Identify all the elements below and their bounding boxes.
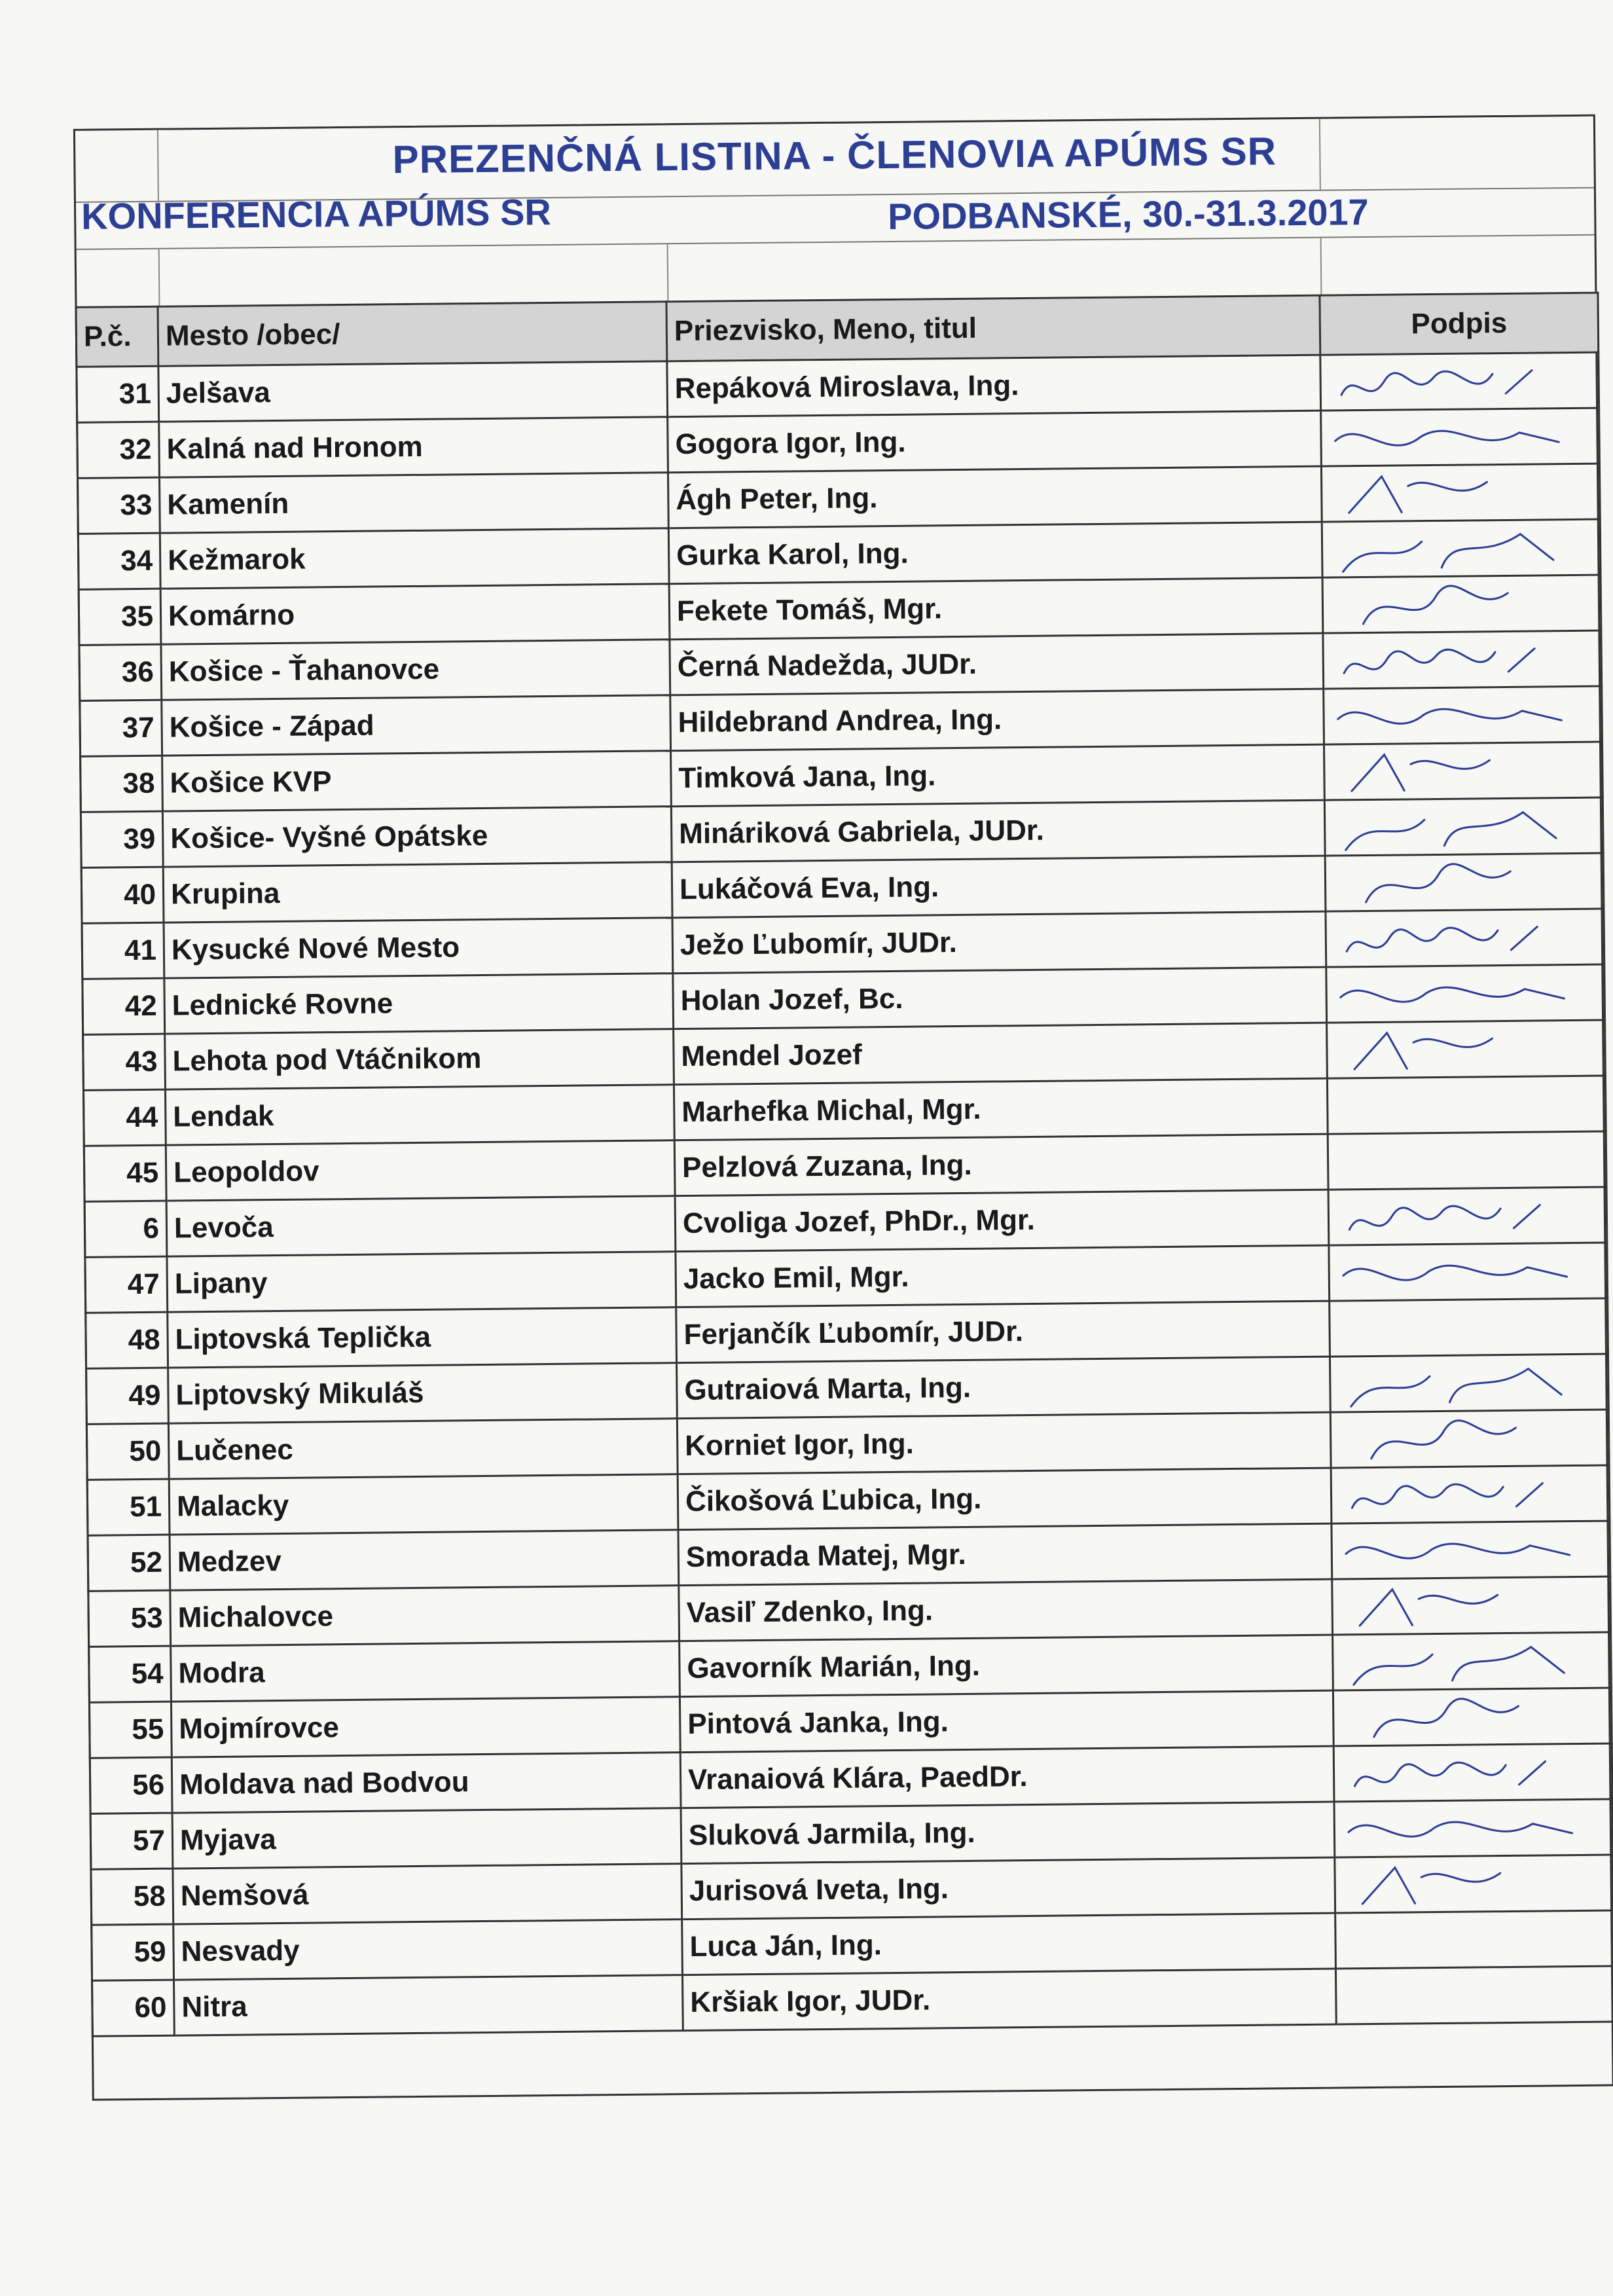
row-signature	[1332, 1521, 1610, 1579]
row-number: 39	[81, 811, 163, 867]
row-number: 34	[78, 533, 160, 589]
header-frame	[73, 115, 1613, 2101]
row-signature	[1333, 1688, 1612, 1746]
signature-stroke	[1343, 534, 1553, 572]
row-signature	[1321, 408, 1600, 466]
row-town: Malacky	[169, 1474, 678, 1535]
row-town: Košice- Vyšné Opátske	[162, 807, 672, 867]
row-town: Nemšová	[173, 1864, 682, 1924]
row-name: Smorada Matej, Mgr.	[678, 1523, 1332, 1586]
row-town: Košice - Západ	[162, 695, 671, 756]
signature-stroke	[1341, 986, 1565, 1002]
row-name: Cvoliga Jozef, PhDr., Mgr.	[675, 1190, 1329, 1252]
handwritten-signature	[1332, 1522, 1609, 1578]
row-signature	[1321, 464, 1600, 522]
signature-stroke	[1335, 429, 1559, 446]
handwritten-signature	[1324, 576, 1601, 632]
signature-stroke	[1362, 1867, 1501, 1904]
handwritten-signature	[1332, 1467, 1609, 1523]
row-town: Lehota pod Vtáčnikom	[165, 1029, 674, 1089]
row-number: 51	[87, 1479, 170, 1535]
row-signature	[1324, 742, 1603, 800]
row-name: Mináriková Gabriela, JUDr.	[671, 800, 1325, 862]
signature-stroke	[1349, 1205, 1540, 1230]
row-number: 55	[89, 1702, 172, 1758]
signature-stroke	[1353, 1647, 1564, 1685]
row-name: Ágh Peter, Ing.	[668, 466, 1322, 528]
row-name: Marhefka Michal, Mgr.	[674, 1078, 1328, 1140]
row-name: Holan Jozef, Bc.	[673, 967, 1327, 1029]
row-signature	[1332, 1576, 1611, 1635]
signature-stroke	[1349, 475, 1487, 513]
row-signature	[1322, 519, 1601, 577]
signature-stroke	[1351, 754, 1490, 791]
signature-stroke	[1366, 864, 1511, 902]
row-town: Jelšava	[158, 361, 668, 422]
row-signature	[1327, 1076, 1606, 1134]
row-number: 60	[92, 1980, 175, 2036]
row-number: 57	[90, 1813, 173, 1869]
row-number: 42	[82, 978, 165, 1034]
row-town: Myjava	[172, 1808, 681, 1868]
handwritten-signature	[1326, 799, 1603, 855]
row-signature	[1333, 1632, 1612, 1690]
signature-stroke	[1341, 371, 1532, 395]
row-number: 31	[77, 366, 159, 422]
row-town: Liptovská Teplička	[168, 1307, 677, 1368]
header-divider	[667, 243, 669, 301]
row-town: Lipany	[167, 1252, 676, 1312]
row-signature	[1323, 630, 1602, 689]
header-divider	[77, 234, 1595, 250]
row-number: 33	[78, 477, 160, 534]
handwritten-signature	[1330, 1188, 1606, 1245]
row-town: Mojmírovce	[171, 1697, 680, 1757]
row-signature	[1328, 1187, 1607, 1245]
row-number: 54	[89, 1646, 172, 1702]
row-town: Krupina	[163, 862, 672, 922]
row-number: 32	[77, 422, 160, 478]
row-town: Kamenín	[160, 473, 669, 533]
row-name: Sluková Jarmila, Ing.	[681, 1802, 1335, 1864]
signature-stroke	[1343, 1264, 1567, 1281]
row-name: Fekete Tomáš, Mgr.	[669, 577, 1323, 640]
row-name: Ferjančík Ľubomír, JUDr.	[676, 1301, 1330, 1363]
conference-name: KONFERENCIA APÚMS SR	[81, 191, 552, 237]
signature-stroke	[1354, 1032, 1493, 1069]
row-number: 37	[80, 700, 162, 756]
signature-stroke	[1354, 1761, 1546, 1786]
header-number: P.č.	[76, 306, 158, 367]
header-divider	[1320, 237, 1322, 295]
row-signature	[1324, 797, 1603, 856]
handwritten-signature	[1334, 1689, 1611, 1745]
handwritten-signature	[1321, 354, 1598, 410]
handwritten-signature	[1332, 1411, 1608, 1467]
signature-stroke	[1363, 585, 1508, 624]
row-number: 41	[82, 922, 164, 979]
row-number: 40	[81, 867, 164, 923]
row-number: 58	[91, 1868, 173, 1925]
row-town: Levoča	[166, 1196, 676, 1256]
signature-stroke	[1350, 1368, 1561, 1406]
row-town: Michalovce	[170, 1586, 680, 1646]
row-town: Košice - Ťahanovce	[161, 640, 670, 700]
row-name: Gutraiová Marta, Ing.	[677, 1357, 1331, 1419]
row-signature	[1322, 575, 1601, 633]
row-signature	[1335, 1855, 1613, 1913]
row-town: Liptovský Mikuláš	[168, 1363, 678, 1423]
row-town: Nitra	[174, 1975, 683, 2035]
row-town: Modra	[171, 1641, 680, 1702]
handwritten-signature	[1324, 687, 1601, 744]
row-name: Vranaiová Klára, PaedDr.	[680, 1746, 1334, 1808]
row-number: 43	[83, 1034, 166, 1090]
signature-stroke	[1347, 927, 1538, 952]
handwritten-signature	[1328, 1021, 1604, 1078]
row-signature	[1329, 1243, 1608, 1301]
header-signature: Podpis	[1320, 293, 1599, 355]
row-town: Leopoldov	[166, 1140, 675, 1201]
row-signature	[1330, 1354, 1608, 1412]
attendance-table	[75, 292, 1613, 2037]
row-signature	[1326, 909, 1604, 967]
row-name: Gurka Karol, Ing.	[668, 522, 1322, 584]
row-number: 49	[86, 1368, 169, 1424]
row-name: Jurisová Iveta, Ing.	[681, 1857, 1335, 1920]
handwritten-signature	[1335, 1855, 1612, 1912]
row-signature	[1328, 1131, 1606, 1190]
row-name: Luca Ján, Ing.	[682, 1913, 1336, 1975]
row-name: Timková Jana, Ing.	[671, 744, 1325, 807]
row-signature	[1324, 686, 1603, 744]
handwritten-signature	[1333, 1633, 1610, 1690]
row-name: Repáková Miroslava, Ing.	[667, 355, 1321, 417]
row-number: 6	[84, 1201, 167, 1257]
row-signature	[1330, 1298, 1608, 1357]
header-name: Priezvisko, Meno, titul	[666, 295, 1320, 361]
row-number: 56	[90, 1757, 172, 1813]
row-number: 45	[84, 1145, 166, 1201]
row-number: 38	[81, 756, 163, 812]
row-signature	[1330, 1410, 1609, 1468]
row-number: 44	[83, 1089, 166, 1146]
row-number: 53	[88, 1590, 171, 1647]
row-town: Nesvady	[173, 1920, 683, 1980]
row-name: Kršiak Igor, JUDr.	[683, 1969, 1337, 2031]
row-town: Kalná nad Hronom	[159, 417, 668, 477]
handwritten-signature	[1333, 1578, 1610, 1634]
row-town: Kysucké Nové Mesto	[164, 918, 673, 978]
row-signature	[1320, 352, 1599, 410]
signature-stroke	[1360, 1588, 1498, 1626]
row-name: Jacko Emil, Mgr.	[676, 1245, 1330, 1307]
row-name: Lukáčová Eva, Ing.	[672, 856, 1326, 918]
venue-date: PODBANSKÉ, 30.-31.3.2017	[887, 191, 1369, 237]
handwritten-signature	[1326, 910, 1603, 966]
row-name: Čikošová Ľubica, Ing.	[678, 1468, 1332, 1530]
row-number: 52	[88, 1535, 170, 1591]
row-signature	[1335, 1966, 1613, 2024]
row-signature	[1326, 964, 1605, 1023]
signature-stroke	[1371, 1420, 1516, 1459]
row-number: 47	[85, 1256, 168, 1313]
row-signature	[1333, 1743, 1612, 1802]
row-town: Lučenec	[168, 1419, 678, 1479]
row-town: Košice KVP	[162, 751, 672, 811]
row-signature	[1334, 1799, 1613, 1857]
signature-stroke	[1345, 812, 1556, 850]
row-signature	[1325, 853, 1604, 911]
signature-stroke	[1373, 1698, 1519, 1737]
row-town: Lednické Rovne	[164, 974, 674, 1034]
row-name: Hildebrand Andrea, Ing.	[670, 689, 1324, 751]
handwritten-signature	[1330, 1244, 1606, 1300]
handwritten-signature	[1325, 743, 1602, 799]
row-name: Vasiľ Zdenko, Ing.	[679, 1579, 1333, 1641]
row-name: Gogora Igor, Ing.	[668, 410, 1322, 473]
signature-stroke	[1349, 1821, 1572, 1837]
row-number: 59	[92, 1924, 174, 1980]
row-number: 48	[86, 1312, 168, 1368]
row-name: Ježo Ľubomír, JUDr.	[672, 911, 1326, 974]
handwritten-signature	[1327, 966, 1604, 1022]
header-town: Mesto /obec/	[158, 302, 667, 366]
signature-stroke	[1352, 1483, 1543, 1508]
row-town: Komárno	[160, 584, 670, 644]
handwritten-signature	[1335, 1745, 1612, 1801]
row-name: Černá Nadežda, JUDr.	[670, 633, 1324, 695]
row-name: Gavorník Marián, Ing.	[680, 1635, 1333, 1697]
signature-stroke	[1344, 649, 1535, 674]
handwritten-signature	[1326, 854, 1603, 911]
row-signature	[1335, 1910, 1613, 1969]
row-number: 36	[79, 644, 162, 701]
row-town: Moldava nad Bodvou	[172, 1753, 681, 1813]
header-divider	[158, 248, 160, 306]
row-name: Mendel Jozef	[674, 1023, 1328, 1085]
row-signature	[1331, 1465, 1610, 1523]
document-title: PREZENČNÁ LISTINA - ČLENOVIA APÚMS SR	[392, 129, 1277, 182]
row-town: Medzev	[170, 1530, 679, 1590]
row-name: Pelzlová Zuzana, Ing.	[674, 1134, 1328, 1196]
handwritten-signature	[1324, 632, 1601, 688]
handwritten-signature	[1322, 409, 1599, 465]
row-signature	[1327, 1020, 1606, 1078]
handwritten-signature	[1331, 1355, 1608, 1412]
handwritten-signature	[1323, 520, 1600, 577]
row-number: 50	[86, 1423, 169, 1480]
row-name: Pintová Janka, Ing.	[680, 1690, 1333, 1753]
signature-stroke	[1338, 708, 1562, 724]
handwritten-signature	[1322, 465, 1599, 521]
row-town: Lendak	[165, 1085, 674, 1145]
row-number: 35	[79, 589, 161, 645]
row-name: Korniet Igor, Ing.	[677, 1412, 1331, 1474]
handwritten-signature	[1335, 1800, 1612, 1856]
row-town: Kežmarok	[160, 528, 669, 589]
signature-stroke	[1346, 1542, 1570, 1559]
